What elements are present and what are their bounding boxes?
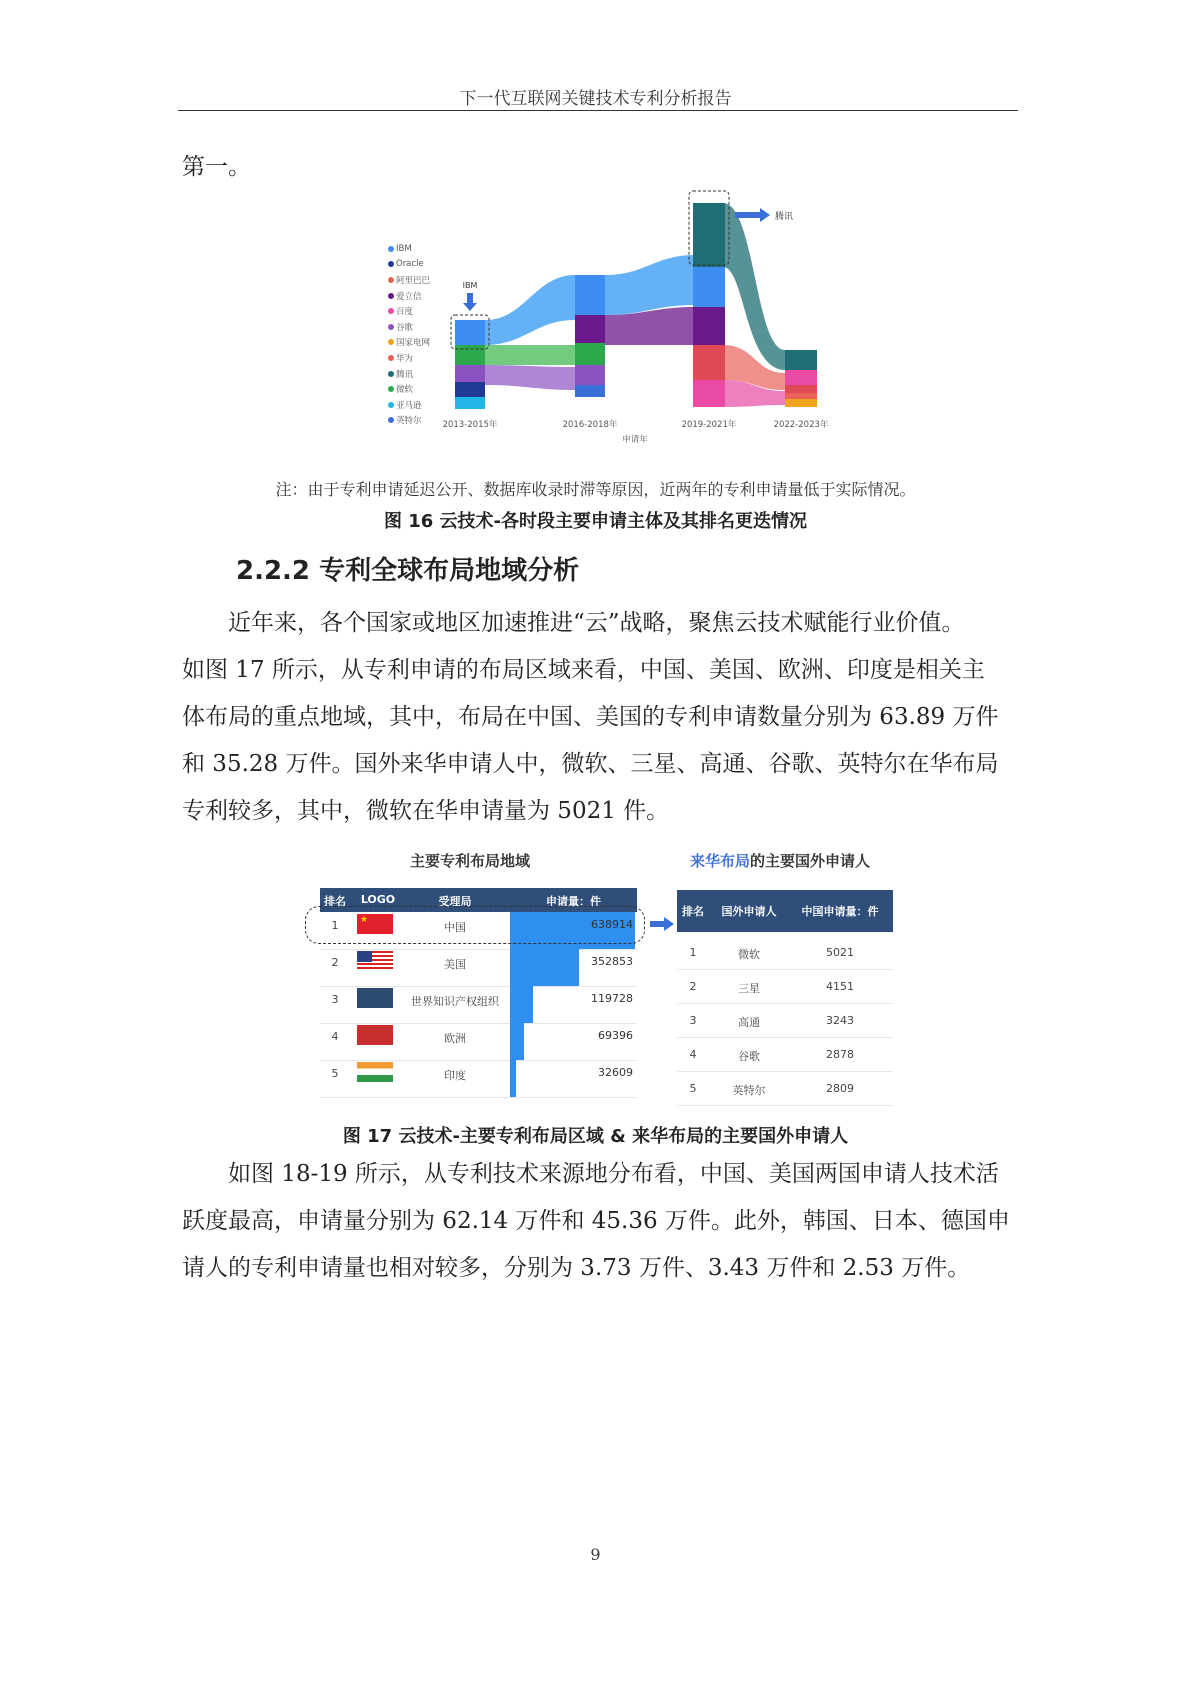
fig17-left-title: 主要专利布局地域 (410, 852, 531, 870)
node-blue2-2016 (575, 385, 605, 397)
legend-item (388, 366, 430, 382)
applicant-row (677, 970, 893, 1004)
node-cyan-2013 (455, 397, 485, 409)
right-table-header (677, 890, 893, 932)
p2-line: 跃度最高，申请量分别为 62.14 万件和 45.36 万件。此外，韩国、日本、德国申 (182, 1208, 1010, 1234)
legend-item (388, 413, 430, 429)
legend-label: 爱立信 (396, 291, 422, 302)
fig16-note: 注：由于专利申请延迟公开、数据库收录时滞等原因，近两年的专利申请量低于实际情况。 (275, 480, 916, 499)
flow-tencent (723, 203, 785, 370)
flag-usa-icon (357, 951, 393, 971)
applicant-name: 三星 (738, 982, 760, 995)
applicant-rank: 3 (689, 1014, 697, 1027)
office-name: 印度 (444, 1069, 466, 1082)
node-red-2022 (785, 385, 817, 393)
p1-line: 近年来，各个国家或地区加速推进“云”战略，聚焦云技术赋能行业价值。 (228, 610, 965, 636)
th-rank: 排名 (682, 905, 704, 918)
flow-ibm-1 (485, 275, 575, 345)
tencent-callout-label: 腾讯 (775, 212, 794, 222)
node-ibm-2013 (455, 320, 485, 345)
legend-dot-icon (388, 355, 394, 361)
node-navy-2013 (455, 382, 485, 397)
legend-item (388, 272, 430, 288)
flow-green-1 (485, 345, 575, 365)
applicant-count: 2809 (826, 1082, 854, 1095)
flag-eu-icon (357, 1025, 393, 1045)
applicant-count: 2878 (826, 1048, 854, 1061)
office-bar (510, 1023, 524, 1060)
legend-label: 国家电网 (396, 338, 431, 349)
legend-dot-icon (388, 417, 394, 423)
office-rank: 2 (331, 956, 339, 969)
paragraph-2 (182, 1151, 1014, 1292)
p2-line: 请人的专利申请量也相对较多，分别为 3.73 万件、3.43 万件和 2.53 万件。 (182, 1255, 971, 1281)
flag-china-icon: ★ (357, 914, 393, 934)
legend-dot-icon (388, 402, 394, 408)
th-rank: 排名 (324, 895, 346, 908)
legend-label: 阿里巴巴 (396, 275, 431, 286)
fig17-right-title (690, 850, 870, 871)
office-bar (510, 986, 533, 1023)
ibm-callout-label: IBM (462, 281, 478, 290)
applicant-count: 5021 (826, 946, 854, 959)
applicant-name: 高通 (738, 1016, 760, 1029)
legend-label: 华为 (396, 353, 414, 364)
right-title-rest: 的主要国外申请人 (750, 852, 871, 870)
office-rank: 5 (331, 1067, 339, 1080)
node-tencent-2022 (785, 350, 817, 370)
legend-label: 亚马逊 (396, 400, 422, 411)
p1-line: 专利较多，其中，微软在华申请量为 5021 件。 (182, 798, 670, 824)
th-china-count: 中国申请量：件 (801, 905, 879, 918)
node-purple-2016 (575, 315, 605, 343)
office-value: 119728 (591, 992, 633, 1005)
office-value: 32609 (598, 1066, 633, 1079)
legend-dot-icon (388, 339, 394, 345)
page-number: 9 (590, 1545, 601, 1564)
legend-label: IBM (396, 243, 412, 254)
paragraph-1 (182, 600, 1014, 835)
node-pink-2019 (693, 380, 725, 407)
intro-text: 第一。 (182, 154, 251, 180)
office-value: 69396 (598, 1029, 633, 1042)
fig16-chart (442, 195, 855, 465)
legend-label: 百度 (396, 307, 414, 318)
legend-dot-icon (388, 277, 394, 283)
node-yellow-2022 (785, 399, 817, 407)
legend-item (388, 303, 430, 319)
applicant-row (677, 936, 893, 970)
legend-label: Oracle (396, 259, 424, 270)
applicant-row (677, 1072, 893, 1106)
right-title-highlight: 来华布局 (690, 852, 751, 870)
flow-purple-1 (485, 365, 575, 390)
applicant-count: 3243 (826, 1014, 854, 1027)
p1-line: 如图 17 所示，从专利申请的布局区域来看，中国、美国、欧洲、印度是相关主 (182, 657, 985, 683)
applicant-name: 谷歌 (738, 1050, 760, 1063)
p1-line: 和 35.28 万件。国外来华申请人中，微软、三星、高通、谷歌、英特尔在华布局 (182, 751, 999, 777)
row1-highlight-box (305, 906, 645, 944)
applicant-row (677, 1004, 893, 1038)
page-header: 下一代互联网关键技术专利分析报告 (459, 89, 732, 109)
office-name: 世界知识产权组织 (411, 995, 499, 1008)
node-purple-2019 (693, 307, 725, 345)
fig17-caption: 图 17 云技术-主要专利布局区域 & 来华布局的主要国外申请人 (342, 1126, 849, 1147)
office-value: 638914 (591, 918, 633, 931)
node-blue-2016 (575, 275, 605, 315)
office-bar (510, 1060, 516, 1097)
th-applicant: 国外申请人 (721, 905, 777, 918)
node-orange-2022 (785, 393, 817, 399)
legend-label: 谷歌 (396, 322, 414, 333)
applicant-rank: 4 (689, 1048, 697, 1061)
node-violet-2016 (575, 365, 605, 385)
right-arrow-icon (650, 917, 674, 931)
legend-dot-icon (388, 371, 394, 377)
node-purple-2013 (455, 365, 485, 382)
office-bar (510, 949, 579, 986)
applicant-rank: 2 (689, 980, 697, 993)
node-green-2016 (575, 343, 605, 365)
applicant-name: 英特尔 (732, 1084, 766, 1097)
node-blue-2019 (693, 267, 725, 307)
legend-dot-icon (388, 386, 394, 392)
applicant-row (677, 1038, 893, 1072)
office-name: 美国 (444, 958, 466, 971)
office-name: 中国 (444, 921, 466, 934)
node-green-2013 (455, 345, 485, 365)
th-count: 申请量：件 (546, 895, 601, 908)
applicant-count: 4151 (826, 980, 854, 993)
office-rank: 4 (331, 1030, 339, 1043)
legend-label: 英特尔 (396, 416, 422, 427)
legend-item (388, 319, 430, 335)
header-rule (178, 110, 1018, 111)
legend-dot-icon (388, 308, 394, 314)
legend-dot-icon (388, 293, 394, 299)
node-tencent-2019 (693, 203, 725, 267)
applicant-rank: 5 (689, 1082, 697, 1095)
period-label: 2013-2015年 (442, 420, 498, 430)
legend-dot-icon (388, 324, 394, 330)
node-pink-2022 (785, 370, 817, 385)
applicant-rank: 1 (689, 946, 697, 959)
axis-label: 申请年 (622, 435, 648, 445)
p1-line: 体布局的重点地域，其中，布局在中国、美国的专利申请数量分别为 63.89 万件 (182, 704, 999, 730)
applicant-name: 微软 (738, 948, 760, 961)
node-red-2019 (693, 345, 725, 380)
legend-item (388, 257, 430, 273)
legend-item (388, 241, 430, 257)
legend-dot-icon (388, 261, 394, 267)
legend-item (388, 288, 430, 304)
flag-wipo-icon (357, 988, 393, 1008)
tencent-callout-arrow (735, 208, 770, 222)
legend-label: 腾讯 (396, 369, 414, 380)
legend-item (388, 335, 430, 351)
fig16-legend (388, 241, 430, 428)
period-label: 2019-2021年 (681, 420, 737, 430)
office-value: 352853 (591, 955, 633, 968)
office-rank: 3 (331, 993, 339, 1006)
legend-label: 微软 (396, 385, 414, 396)
th-office: 受理局 (438, 895, 472, 908)
flag-india-icon (357, 1062, 393, 1082)
legend-item (388, 381, 430, 397)
legend-item (388, 397, 430, 413)
period-label: 2022-2023年 (773, 420, 829, 430)
office-rank: 1 (331, 919, 339, 932)
th-logo: LOGO (360, 893, 396, 906)
period-label: 2016-2018年 (562, 420, 618, 430)
p2-line: 如图 18-19 所示，从专利技术来源地分布看，中国、美国两国申请人技术活 (228, 1161, 999, 1187)
section-heading: 2.2.2 专利全球布局地域分析 (236, 556, 580, 586)
legend-item (388, 350, 430, 366)
office-name: 欧洲 (444, 1032, 466, 1045)
flow-blue-2 (605, 255, 695, 315)
ibm-callout-arrow (463, 293, 477, 311)
legend-dot-icon (388, 246, 394, 252)
fig16-caption: 图 16 云技术-各时段主要申请主体及其排名更迭情况 (383, 511, 808, 532)
